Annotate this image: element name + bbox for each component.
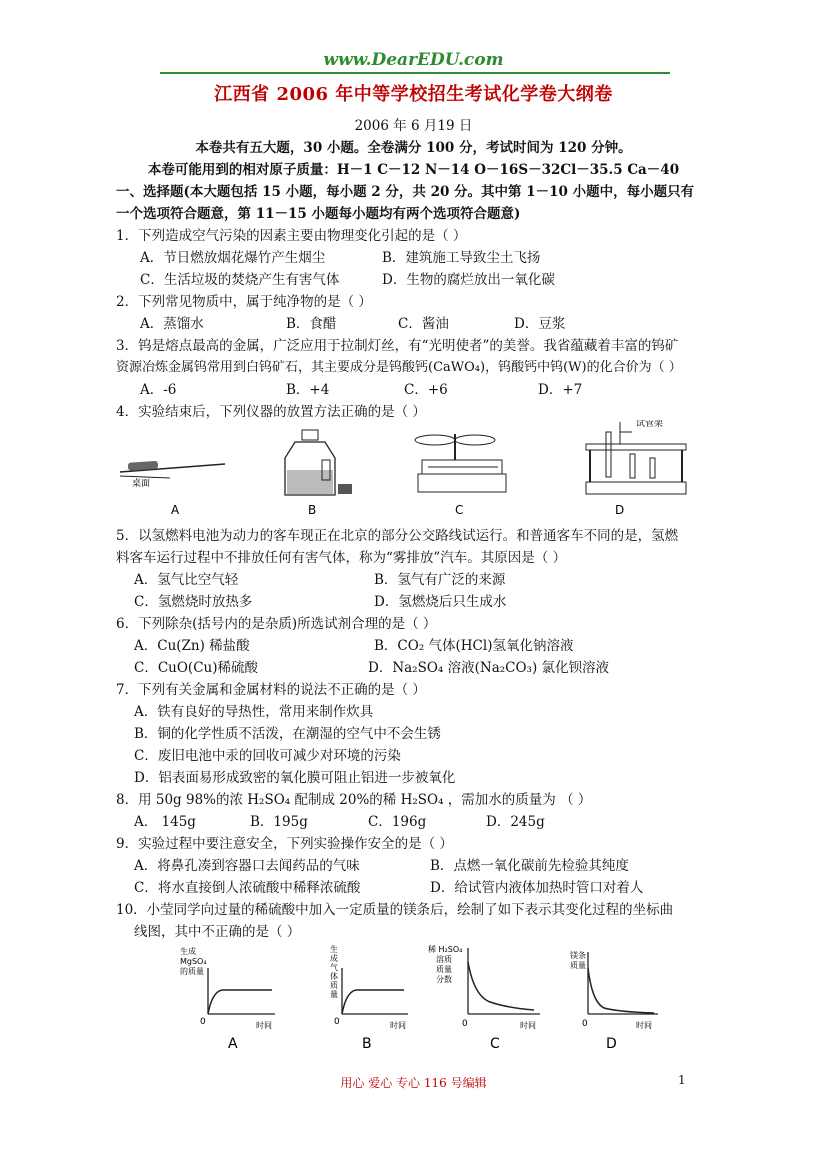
graph-b-ylabel-1: 生 <box>330 945 338 954</box>
q7-option-c: C．废旧电池中汞的回收可减少对环境的污染 <box>134 748 401 764</box>
graph-a-ylabel-2: MgSO₄ <box>180 957 207 966</box>
q9-option-c: C．将水直接倒人浓硫酸中稀释浓硫酸 <box>134 880 361 896</box>
exam-info-2: 本卷可能用到的相对原子质量：H－1 C－12 N－14 O－16S－32Cl－35.5 Ca－40 <box>147 162 680 178</box>
graph-d-ylabel-1: 镁条 <box>570 951 586 960</box>
graph-d-curve <box>588 968 654 1013</box>
q8-option-d: D．245g <box>486 814 545 830</box>
apparatus-a-test-tube-on-desk <box>120 461 225 489</box>
graph-a-ylabel-1: 生成 <box>180 947 196 956</box>
q3-option-d: D．+7 <box>538 382 583 398</box>
graph-a-label: A <box>228 1036 238 1050</box>
q1-option-c: C．生活垃圾的焚烧产生有害气体 <box>140 272 340 288</box>
graph-b-origin: 0 <box>334 1017 340 1027</box>
apparatus-d-test-tube-rack <box>586 420 686 494</box>
desk-label: 桌面 <box>132 479 151 489</box>
q2-option-d: D．豆浆 <box>514 316 566 332</box>
q7-option-a: A．铁有良好的导热性，常用来制作炊具 <box>134 704 374 720</box>
apparatus-label-d: D <box>615 503 625 517</box>
page-number: 1 <box>678 1073 686 1087</box>
q2-option-a: A．蒸馏水 <box>140 316 204 332</box>
graph-d-ylabel-2: 质量 <box>570 961 586 970</box>
graph-a-ylabel-3: 的质量 <box>180 967 204 976</box>
graph-c-ylabel-4: 分数 <box>436 975 452 984</box>
q4-stem: 4．实验结束后，下列仪器的放置方法正确的是（ ） <box>116 404 426 420</box>
graph-c-origin: 0 <box>462 1019 468 1029</box>
apparatus-c-balance <box>415 434 506 492</box>
q2-option-b: B．食醋 <box>286 316 337 332</box>
graph-b-label: B <box>362 1036 372 1050</box>
q3-option-c: C．+6 <box>404 382 448 398</box>
q8-stem: 8．用 50g 98%的浓 H₂SO₄ 配制成 20%的稀 H₂SO₄ ，需加水的质量为 （ ） <box>116 792 592 808</box>
q7-stem: 7．下列有关金属和金属材料的说法不正确的是（ ） <box>116 682 426 698</box>
exam-info-1: 本卷共有五大题，30 小题。全卷满分 100 分，考试时间为 120 分钟。 <box>195 140 632 156</box>
page-title: 江西省 2006 年中等学校招生考试化学卷大纲卷 <box>214 84 613 105</box>
apparatus-label-b: B <box>308 503 317 517</box>
graph-a <box>170 940 280 1050</box>
q1-option-d: D．生物的腐烂放出一氧化碳 <box>382 272 555 288</box>
graph-b-ylabel-2: 成 <box>330 954 338 963</box>
q6-option-b: B．CO₂ 气体(HCl)氢氧化钠溶液 <box>374 638 574 654</box>
exam-date: 2006 年 6 月19 日 <box>354 118 473 134</box>
graph-a-xlabel: 时间 <box>256 1021 272 1030</box>
graph-b-ylabel-3: 气 <box>330 963 338 972</box>
graph-c-label: C <box>490 1036 500 1050</box>
q5-option-d: D．氢燃烧后只生成水 <box>374 594 507 610</box>
graph-c-xlabel: 时间 <box>520 1021 536 1030</box>
q2-option-c: C．酱油 <box>398 316 449 332</box>
q2-stem: 2．下列常见物质中，属于纯净物的是（ ） <box>116 294 372 310</box>
graph-c-ylabel-3: 质量 <box>436 965 452 974</box>
q10-stem-2: 线图，其中不正确的是（ ） <box>134 924 301 940</box>
q9-option-d: D．给试管内液体加热时管口对着人 <box>430 880 644 896</box>
q5-option-b: B．氢气有广泛的来源 <box>374 572 506 588</box>
q9-option-a: A．将鼻孔凑到容器口去闻药品的气味 <box>134 858 360 874</box>
section-heading-1: 一、选择题(本大题包括 15 小题，每小题 2 分，共 20 分。其中第 1－10 小题中，每小题只有 <box>116 184 695 200</box>
q6-stem: 6．下列除杂(括号内的是杂质)所选试剂合理的是（ ） <box>116 616 437 632</box>
apparatus-label-c: C <box>455 503 464 517</box>
graph-b-ylabel-4: 体 <box>330 972 338 981</box>
apparatus-label-a: A <box>171 503 180 517</box>
q6-option-d: D．Na₂SO₄ 溶液(Na₂CO₃) 氯化钡溶液 <box>368 660 610 676</box>
q3-stem-2: 资源冶炼金属钨常用到白钨矿石，其主要成分是钨酸钙(CaWO₄)，钨酸钙中钨(W)的化合价为（ ） <box>116 360 682 375</box>
q9-stem: 9．实验过程中要注意安全，下列实验操作安全的是（ ） <box>116 836 453 852</box>
q1-stem: 1．下列造成空气污染的因素主要由物理变化引起的是（ ） <box>116 228 467 244</box>
q1-option-a: A．节日燃放烟花爆竹产生烟尘 <box>140 250 326 266</box>
q5-stem-2: 料客车运行过程中不排放任何有害气体，称为“雾排放”汽车。其原因是（ ） <box>116 550 567 566</box>
q9-option-b: B．点燃一氧化碳前先检验其纯度 <box>430 858 629 874</box>
graph-c-ylabel-1: 稀 H₂SO₄ <box>428 945 463 954</box>
graph-b-ylabel-5: 质 <box>330 981 338 990</box>
graph-c-ylabel-2: 溶质 <box>436 955 452 964</box>
q3-option-b: B．+4 <box>286 382 330 398</box>
footer-text: 用心 爱心 专心 116 号编辑 <box>340 1076 487 1090</box>
graph-b-curve <box>342 990 404 1014</box>
q8-option-a: A． 145g <box>134 814 196 830</box>
q5-option-a: A．氢气比空气轻 <box>134 572 239 588</box>
apparatus-b-reagent-bottle <box>285 430 352 495</box>
q5-option-c: C．氢燃烧时放热多 <box>134 594 253 610</box>
graph-c <box>428 940 548 1050</box>
q5-stem-1: 5．以氢燃料电池为动力的客车现正在北京的部分公交路线试运行。和普通客车不同的是，氢燃 <box>116 528 679 544</box>
q7-option-d: D．铝表面易形成致密的氧化膜可阻止铝进一步被氧化 <box>134 770 456 786</box>
q1-option-b: B．建筑施工导致尘土飞扬 <box>382 250 541 266</box>
graph-b-ylabel-6: 量 <box>330 990 338 999</box>
q3-stem-1: 3．钨是熔点最高的金属，广泛应用于拉制灯丝，有“光明使者”的美誉。我省蕴藏着丰富的钨矿 <box>116 338 679 354</box>
graph-d-origin: 0 <box>582 1019 588 1029</box>
graph-c-curve <box>468 962 534 1010</box>
q10-stem-1: 10．小莹同学向过量的稀硫酸中加入一定质量的镁条后，绘制了如下表示其变化过程的坐标曲 <box>116 902 674 918</box>
header-divider <box>160 72 670 74</box>
q3-option-a: A．-6 <box>140 382 177 398</box>
q8-option-c: C．196g <box>368 814 427 830</box>
graph-d-label: D <box>606 1036 617 1050</box>
graph-d <box>564 940 664 1050</box>
site-watermark: www.DearEDU.com <box>323 50 504 70</box>
q6-option-c: C．CuO(Cu)稀硫酸 <box>134 660 258 676</box>
graph-a-origin: 0 <box>200 1017 206 1027</box>
q8-option-b: B．195g <box>250 814 308 830</box>
q6-option-a: A．Cu(Zn) 稀盐酸 <box>134 638 250 654</box>
q4-apparatus-figure <box>110 420 710 518</box>
graph-d-xlabel: 时间 <box>636 1021 652 1030</box>
graph-b <box>300 940 410 1050</box>
section-heading-2: 一个选项符合题意，第 11－15 小题每小题均有两个选项符合题意) <box>116 206 521 222</box>
graph-a-curve <box>208 990 272 1014</box>
q7-option-b: B．铜的化学性质不活泼，在潮湿的空气中不会生锈 <box>134 726 441 742</box>
rack-label: 试管架 <box>636 420 664 429</box>
graph-b-xlabel: 时间 <box>390 1021 406 1030</box>
